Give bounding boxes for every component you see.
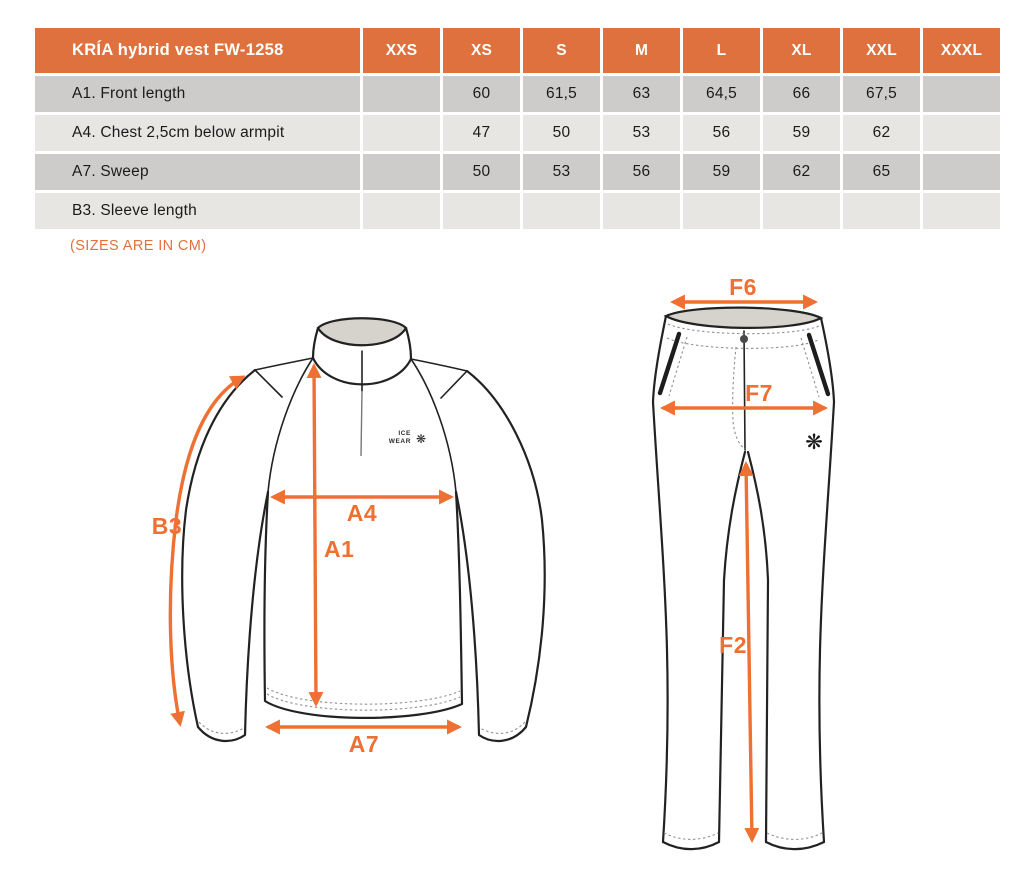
pants-right-pocket-opening <box>809 335 828 394</box>
pants-inseam-label: F2 <box>719 632 747 658</box>
vest-collar-opening <box>318 318 406 345</box>
value-sweep-xs: 50 <box>443 154 520 190</box>
value-chest-xxxl <box>923 115 1000 151</box>
vest-left-raglan-seam <box>268 358 313 492</box>
column-header-xxl: XXL <box>843 28 920 73</box>
vest-collar-right-wall <box>406 328 411 359</box>
value-chest-xxl: 62 <box>843 115 920 151</box>
value-front-length-l: 64,5 <box>683 76 760 112</box>
value-chest-l: 56 <box>683 115 760 151</box>
value-front-length-xs: 60 <box>443 76 520 112</box>
vest-hem-stitch-2 <box>267 688 460 704</box>
column-header-xl: XL <box>763 28 840 73</box>
value-chest-s: 50 <box>523 115 600 151</box>
pants-fly-stitch <box>733 347 745 449</box>
pants-right-hem <box>766 842 824 849</box>
vest-left-cuff-stitch <box>199 722 244 733</box>
vest-sleeve-label: B3 <box>151 513 183 539</box>
pants-waist-opening <box>666 308 821 328</box>
pants-waist-label: F6 <box>729 274 757 300</box>
value-sweep-xl: 62 <box>763 154 840 190</box>
vest-zipper-line <box>361 391 362 456</box>
table-title: KRÍA hybrid vest FW-1258 <box>35 28 360 73</box>
row-label-sleeve-length: B3. Sleeve length <box>35 193 360 229</box>
value-sleeve-s <box>523 193 600 229</box>
value-sweep-xxxl <box>923 154 1000 190</box>
vest-logo-text-line1: ICE <box>398 430 411 437</box>
vest-sleeve-arrow-b3 <box>170 377 243 724</box>
value-front-length-xxl: 67,5 <box>843 76 920 112</box>
vest-hem-stitch-1 <box>267 694 460 710</box>
pants-left-pocket-opening <box>660 334 679 393</box>
value-sleeve-xxxl <box>923 193 1000 229</box>
value-front-length-s: 61,5 <box>523 76 600 112</box>
column-header-m: M <box>603 28 680 73</box>
value-sleeve-xs <box>443 193 520 229</box>
pants-left-hem <box>663 842 719 849</box>
value-sweep-m: 56 <box>603 154 680 190</box>
vest-diagram <box>152 318 545 757</box>
value-sweep-s: 53 <box>523 154 600 190</box>
value-front-length-m: 63 <box>603 76 680 112</box>
vest-right-shoulder-seam <box>411 359 467 371</box>
value-sleeve-m <box>603 193 680 229</box>
column-header-xxxl: XXXL <box>923 28 1000 73</box>
value-front-length-xl: 66 <box>763 76 840 112</box>
value-chest-m: 53 <box>603 115 680 151</box>
size-table <box>35 28 1000 229</box>
value-front-length-xxxl <box>923 76 1000 112</box>
value-sweep-l: 59 <box>683 154 760 190</box>
column-header-xs: XS <box>443 28 520 73</box>
vest-right-panel-seam <box>441 371 467 398</box>
vest-logo-snowflake-icon: ❋ <box>415 432 427 446</box>
value-sleeve-xxl <box>843 193 920 229</box>
value-sleeve-xxs <box>363 193 440 229</box>
vest-collar-left-wall <box>313 328 318 358</box>
vest-right-cuff-stitch <box>480 722 525 733</box>
vest-sweep-label: A7 <box>348 731 380 757</box>
pants-right-pocket-stitch <box>801 338 819 397</box>
pants-snowflake-icon: ❋ <box>805 431 823 454</box>
vest-left-panel-seam <box>255 370 282 397</box>
value-chest-xs: 47 <box>443 115 520 151</box>
column-header-l: L <box>683 28 760 73</box>
pants-right-outer-edge <box>819 318 834 842</box>
column-header-xxs: XXS <box>363 28 440 73</box>
value-front-length-xxs <box>363 76 440 112</box>
column-header-s: S <box>523 28 600 73</box>
value-sweep-xxl: 65 <box>843 154 920 190</box>
value-chest-xxs <box>363 115 440 151</box>
pants-diagram <box>653 274 834 849</box>
pants-button <box>740 335 748 343</box>
vest-front-length-label: A1 <box>324 536 355 562</box>
vest-left-shoulder-seam <box>255 358 313 370</box>
vest-front-length-arrow-a1 <box>314 366 316 704</box>
row-label-front-length: A1. Front length <box>35 76 360 112</box>
measurement-diagrams <box>0 270 1034 890</box>
pants-left-hem-stitch <box>664 833 718 839</box>
vest-right-sleeve <box>456 371 545 741</box>
row-label-sweep: A7. Sweep <box>35 154 360 190</box>
value-sleeve-xl <box>763 193 840 229</box>
vest-chest-label: A4 <box>346 500 378 526</box>
value-chest-xl: 59 <box>763 115 840 151</box>
row-label-chest: A4. Chest 2,5cm below armpit <box>35 115 360 151</box>
value-sweep-xxs <box>363 154 440 190</box>
vest-logo-text-line2: WEAR <box>388 438 411 445</box>
pants-right-hem-stitch <box>767 833 822 839</box>
units-note: (SIZES ARE IN CM) <box>70 238 207 254</box>
vest-left-sleeve <box>182 370 268 741</box>
pants-hip-label: F7 <box>745 380 773 406</box>
pants-left-pocket-stitch <box>669 337 687 396</box>
value-sleeve-l <box>683 193 760 229</box>
vest-right-raglan-seam <box>411 359 456 492</box>
